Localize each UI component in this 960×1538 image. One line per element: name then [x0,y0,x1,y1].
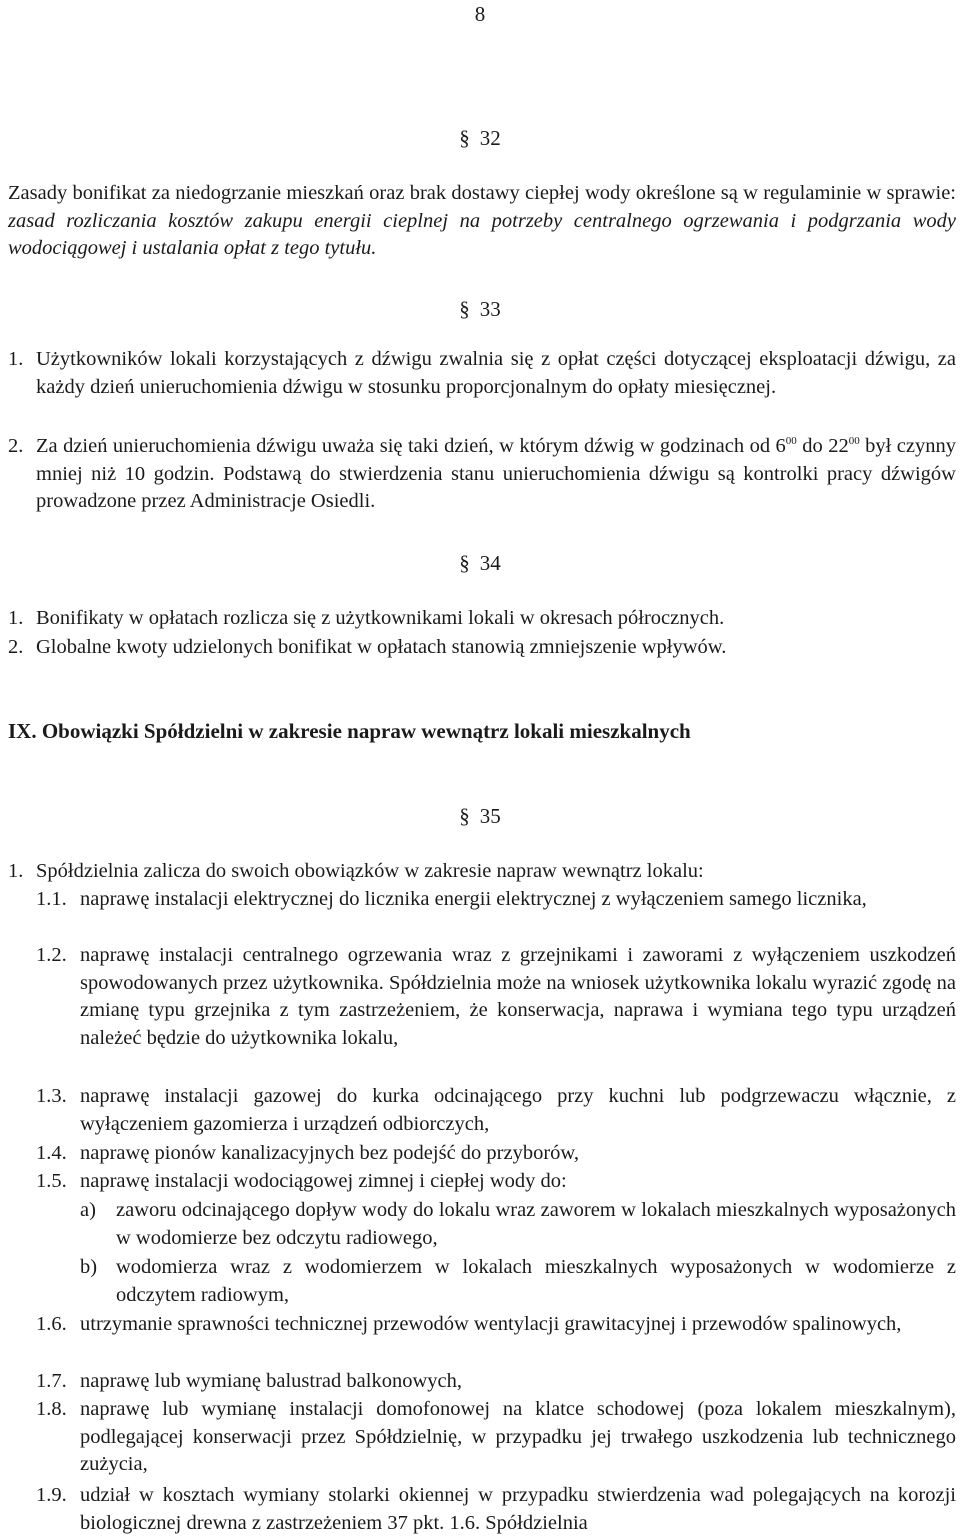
subitem-text: naprawę instalacji elektrycznej do licznika energii elektrycznej z wyłączeniem samego licznika, [80,888,867,910]
section-heading-35 [0,804,960,828]
superscript: 00 [848,435,860,448]
subitem-number: 1.6. [36,1313,67,1335]
subitem-1-2 [36,942,956,1052]
letter-item-b [80,1254,956,1309]
subitem-1-6 [36,1311,956,1339]
subitem-1-8 [36,1396,956,1479]
item-text: Globalne kwoty udzielonych bonifikat w opłatach stanowią zmniejszenie wpływów. [36,636,727,658]
item-text-part: był czynny mniej niż 10 godzin. Podstawą do stwierdzenia stanu unieruchomienia dźwigu są kontrolki pracy dźwigów prowadzone przez Administracje Osiedli. [36,435,957,512]
section-heading-33 [0,297,960,321]
item-number: 2. [8,435,24,457]
subitem-number: 1.7. [36,1370,67,1392]
section-heading-34 [0,551,960,575]
section-number: 33 [479,297,501,321]
letter-item-text: wodomierza wraz z wodomierzem w lokalach mieszkalnych wyposażonych w wodomierze z odczytem radiowym, [116,1256,956,1306]
subitem-1-4 [36,1140,956,1168]
subitem-text: naprawę lub wymianę instalacji domofonowej na klatce schodowej (poza lokalem mieszkalnym), podlegającej konserwacji przez Spółdzielnię, w przypadku jej trwałego uszkodzenia lub technicznego zużycia, [80,1398,956,1475]
section-34-item-1 [8,605,956,633]
paragraph-32-text: Zasady bonifikat za niedogrzanie mieszkań oraz brak dostawy ciepłej wody określone są w regulaminie w sprawie: [8,182,956,204]
page-number: 8 [474,2,486,26]
subitem-text-content: udział w kosztach wymiany stolarki okiennej w przypadku stwierdzenia wad polegających na korozji biologicznej drewna z zastrzeżeniem 37 pkt. 1.6. Spółdzielnia [80,1484,956,1534]
subitem-number: 1.5. [36,1170,67,1192]
section-heading-32 [0,126,960,150]
subitem-1-9 [36,1482,956,1537]
item-number: 1. [8,607,24,629]
subitem-text: naprawę pionów kanalizacyjnych bez podejść do przyborów, [80,1142,580,1164]
letter-item-number: a) [80,1199,96,1221]
item-number: 2. [8,636,24,658]
subitem-1-3 [36,1083,956,1138]
section-symbol: § [459,126,470,150]
item-text-part: Za dzień unieruchomienia dźwigu uważa się taki dzień, w którym dźwig w godzinach od 6 [36,435,786,457]
subitem-1-7 [36,1368,956,1396]
subitem-1-1 [36,886,956,914]
item-number: 1. [8,348,24,370]
subitem-text: utrzymanie sprawności technicznej przewodów wentylacji grawitacyjnej i przewodów spalinowych, [80,1313,902,1335]
subitem-number: 1.2. [36,944,67,966]
item-text [36,433,956,516]
subitem-text: naprawę lub wymianę balustrad balkonowych, [80,1370,462,1392]
chapter-heading: IX. Obowiązki Spółdzielni w zakresie napraw wewnątrz lokali mieszkalnych [8,719,691,743]
subitem-text: naprawę instalacji wodociągowej zimnej i ciepłej wody do: [80,1170,567,1192]
section-35-item-1 [8,858,956,886]
item-text-part: do 22 [796,435,849,457]
letter-item-text: zaworu odcinającego dopływ wody do lokalu wraz zaworem w lokalach mieszkalnych wyposażonych w wodomierze bez odczytu radiowego, [116,1199,956,1249]
section-number: 35 [479,804,501,828]
letter-item-a [80,1197,956,1252]
section-symbol: § [459,297,470,321]
subitem-number: 1.8. [36,1398,67,1420]
section-34-item-2 [8,634,956,662]
section-number: 34 [479,551,501,575]
item-text: Spółdzielnia zalicza do swoich obowiązków w zakresie napraw wewnątrz lokalu: [36,860,704,882]
subitem-text [80,1482,956,1537]
paragraph-32-italic-text: zasad rozliczania kosztów zakupu energii cieplnej na potrzeby centralnego ogrzewania i podgrzania wody wodociągowej i ustalania opłat z tego tytułu. [8,209,956,259]
paragraph-32 [8,180,956,263]
subitem-number: 1.9. [36,1484,67,1506]
item-text: Bonifikaty w opłatach rozlicza się z użytkownikami lokali w okresach półrocznych. [36,607,725,629]
subitem-number: 1.1. [36,888,67,910]
section-33-item-1 [8,346,956,401]
section-symbol: § [459,551,470,575]
subitem-text: naprawę instalacji gazowej do kurka odcinającego przy kuchni lub podgrzewaczu włącznie, z wyłączeniem gazomierza i urządzeń odbiorczych, [80,1085,956,1135]
subitem-1-5 [36,1168,956,1196]
section-number: 32 [479,126,501,150]
section-33-item-2 [8,433,956,516]
item-text: Użytkowników lokali korzystających z dźwigu zwalnia się z opłat części dotyczącej eksploatacji dźwigu, za każdy dzień unieruchomienia dźwigu w stosunku proporcjonalnym do opłaty miesięcznej. [36,348,956,398]
letter-item-number: b) [80,1256,98,1278]
subitem-text: naprawę instalacji centralnego ogrzewania wraz z grzejnikami i zaworami z wyłączeniem uszkodzeń spowodowanych przez użytkownika. Spółdzielnia może na wniosek użytkownika lokalu wyrazić zgodę na zmianę typu grzejnika z tym zastrzeżeniem, że konserwacja, naprawa i wymiana tego typu urządzeń należeć będzie do użytkownika lokalu, [80,944,956,1049]
subitem-number: 1.3. [36,1085,67,1107]
superscript: 00 [785,435,797,448]
item-number: 1. [8,860,24,882]
section-symbol: § [459,804,470,828]
subitem-number: 1.4. [36,1142,67,1164]
